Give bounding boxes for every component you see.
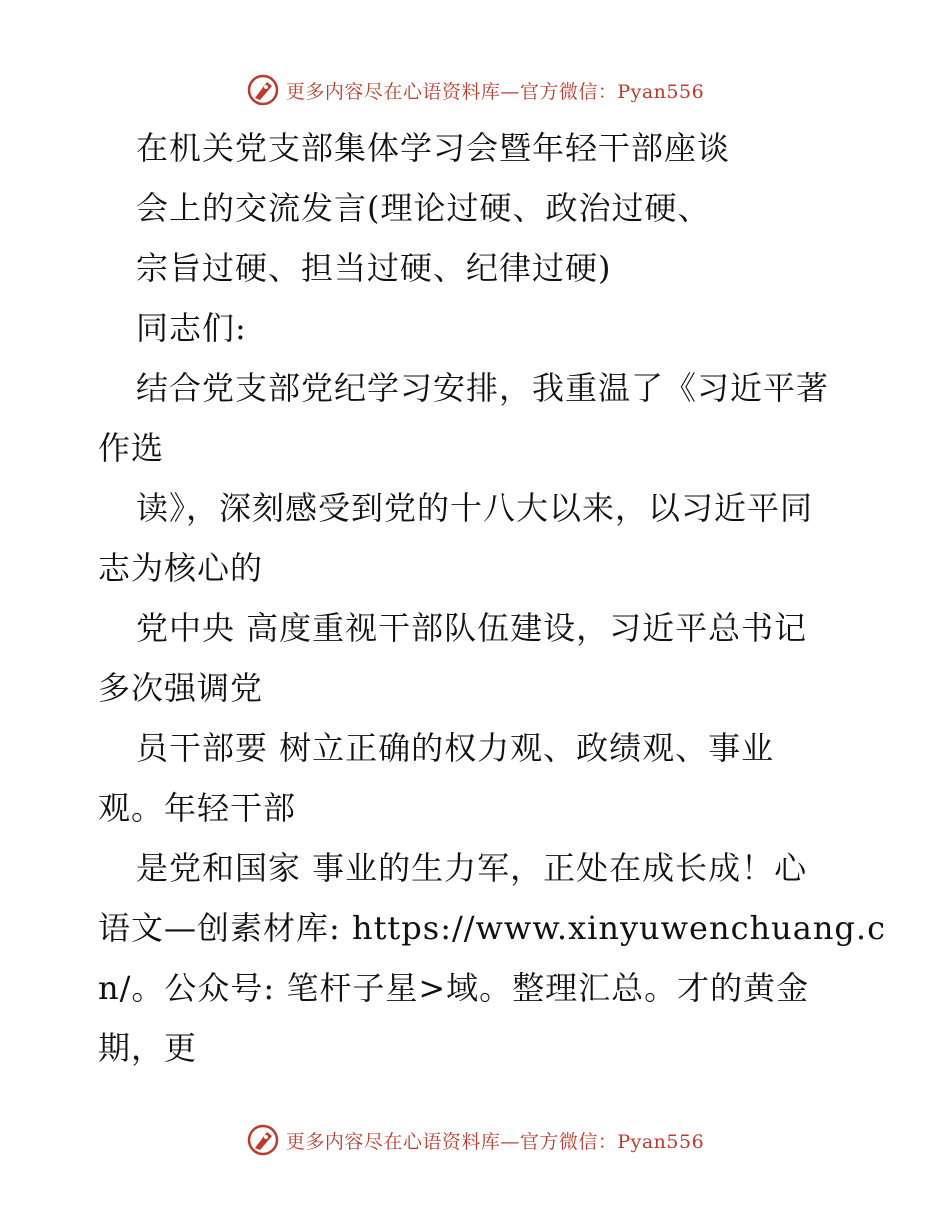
header-banner <box>0 70 950 110</box>
header-banner-text: 更多内容尽在心语资料库—官方微信：Pyan556 <box>285 80 705 103</box>
title-line-2: 会上的交流发言(理论过硬、政治过硬、 <box>136 189 711 227</box>
pen-nib-logo-icon <box>246 1123 280 1157</box>
paragraph-line: 语文—创素材库: https://www.xinyuwenchuang.c <box>98 909 887 947</box>
paragraph-line: 党中央 高度重视干部队伍建设，习近平总书记 <box>136 609 808 647</box>
paragraph-line: 观。年轻干部 <box>98 789 297 827</box>
paragraph-line: 员干部要 树立正确的权力观、政绩观、事业 <box>136 729 775 767</box>
paragraph-line: 志为核心的 <box>98 549 264 587</box>
footer-banner-text: 更多内容尽在心语资料库—官方微信：Pyan556 <box>285 1130 705 1153</box>
document-body <box>98 118 887 1078</box>
paragraph-line: 作选 <box>98 429 165 467</box>
pen-nib-logo-icon <box>246 73 280 107</box>
paragraph-line: 读》，深刻感受到党的十八大以来，以习近平同 <box>136 489 814 527</box>
paragraph-line: 多次强调党 <box>98 669 264 707</box>
paragraph-line: n/。公众号: 笔杆子星>域。整理汇总。才的黄金 <box>98 969 810 1007</box>
title-line-3: 宗旨过硬、担当过硬、纪律过硬) <box>136 249 612 287</box>
paragraph-line: 结合党支部党纪学习安排，我重温了《习近平著 <box>136 369 830 407</box>
footer-banner <box>0 1120 950 1160</box>
paragraph-line: 期，更 <box>98 1029 198 1067</box>
title-line-1: 在机关党支部集体学习会暨年轻干部座谈 <box>136 129 731 167</box>
salutation: 同志们: <box>136 309 247 347</box>
paragraph-line: 是党和国家 事业的生力军，正处在成长成！心 <box>136 849 808 887</box>
